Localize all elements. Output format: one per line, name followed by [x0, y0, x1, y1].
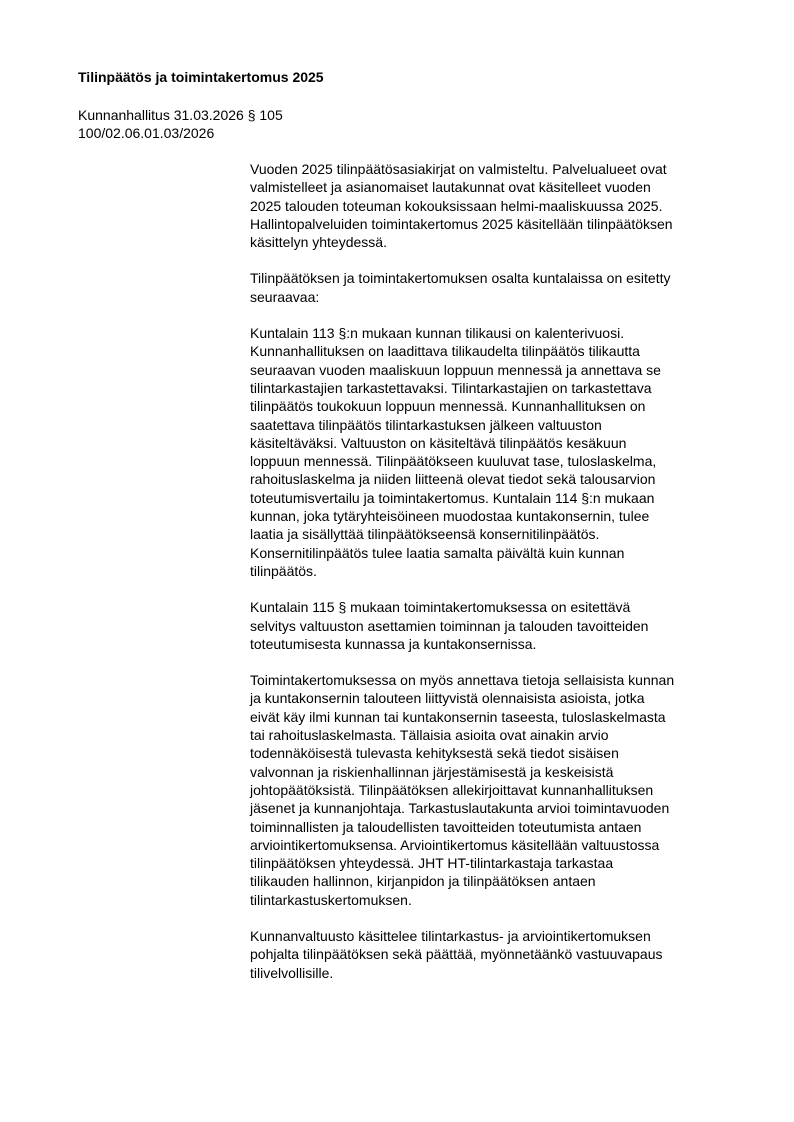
paragraph-line: tilinpäätöksen yhteydessä. JHT HT-tilintarkastaja tarkastaa [250, 855, 614, 872]
body-paragraph [250, 671, 740, 909]
paragraph-line: pohjalta tilinpäätöksen sekä päättää, myönnetäänkö vastuuvapaus [250, 946, 663, 963]
paragraph-line: tilintarkastajien tarkastettavaksi. Tilintarkastajien on tarkastettava [250, 379, 652, 396]
paragraph-line: Kunnanvaltuusto käsittelee tilintarkastus- ja arviointikertomuksen [250, 927, 651, 944]
document-body [250, 160, 740, 1000]
paragraph-line: 2025 talouden toteuman kokouksissaan helmi-maaliskuussa 2025. [250, 197, 663, 214]
body-paragraph [250, 598, 740, 653]
paragraph-line: toteutumisvertailu ja toimintakertomus. Kuntalain 114 §:n mukaan [250, 489, 655, 506]
paragraph-line: arviointikertomuksensa. Arviointikertomus käsitellään valtuustossa [250, 836, 660, 853]
paragraph-line: Vuoden 2025 tilinpäätösasiakirjat on valmisteltu. Palvelualueet ovat [250, 161, 667, 177]
paragraph-line: laatia ja sisällyttää tilinpäätökseensä konsernitilinpäätös. [250, 526, 600, 543]
paragraph-line: selvitys valtuuston asettamien toiminnan ja talouden tavoitteiden [250, 617, 649, 634]
paragraph-line: tilikauden hallinnon, kirjanpidon ja tilinpäätöksen antaen [250, 873, 596, 890]
paragraph-line: ja kuntakonsernin talouteen liittyvistä olennaisista asioista, jotka [250, 690, 645, 707]
paragraph-line: tilinpäätös. [250, 562, 317, 579]
paragraph-line: tilinpäätös toukokuun loppuun mennessä. Kunnanhallituksen on [250, 398, 646, 415]
document-meta [78, 106, 283, 142]
body-paragraph [250, 160, 740, 251]
paragraph-line: seuraavaa: [250, 288, 320, 305]
paragraph-line: johtopäätöksistä. Tilinpäätöksen allekirjoittavat kunnanhallituksen [250, 781, 654, 798]
paragraph-line: eivät käy ilmi kunnan tai kuntakonsernin taseesta, tuloslaskelmasta [250, 708, 666, 725]
paragraph-line: Kunnanhallituksen on laadittava tilikaudelta tilinpäätös tilikautta [250, 343, 640, 360]
paragraph-line: saatettava tilinpäätös tilintarkastuksen jälkeen valtuuston [250, 416, 602, 433]
paragraph-line: tilintarkastuskertomuksen. [250, 891, 412, 908]
paragraph-line: rahoituslaskelma ja niiden liitteenä olevat tiedot sekä talousarvion [250, 471, 656, 488]
paragraph-line: tai rahoituslaskelmasta. Tällaisia asioita ovat ainakin arvio [250, 727, 609, 744]
body-paragraph [250, 324, 740, 580]
body-paragraph [250, 927, 740, 982]
paragraph-line: käsittelyn yhteydessä. [250, 234, 387, 251]
document-title: Tilinpäätös ja toimintakertomus 2025 [78, 69, 324, 85]
paragraph-line: toteutumisesta kunnassa ja kuntakonsernissa. [250, 635, 537, 652]
paragraph-line: Tilinpäätöksen ja toimintakertomuksen osalta kuntalaissa on esitetty [250, 270, 671, 287]
paragraph-line: Hallintopalveluiden toimintakertomus 2025 käsitellään tilinpäätöksen [250, 215, 673, 232]
paragraph-line: jäsenet ja kunnanjohtaja. Tarkastuslautakunta arvioi toimintavuoden [250, 800, 670, 817]
paragraph-line: käsiteltäväksi. Valtuuston on käsiteltävä tilinpäätös kesäkuun [250, 434, 627, 451]
paragraph-line: loppuun mennessä. Tilinpäätökseen kuuluvat tase, tuloslaskelma, [250, 453, 657, 470]
body-paragraph [250, 269, 740, 306]
paragraph-line: valmistelleet ja asianomaiset lautakunnat ovat käsitelleet vuoden [250, 179, 651, 196]
paragraph-line: tilivelvollisille. [250, 964, 334, 981]
paragraph-line: seuraavan vuoden maaliskuun loppuun mennessä ja annettava se [250, 361, 661, 378]
paragraph-line: toiminnallisten ja taloudellisten tavoitteiden toteutumista antaen [250, 818, 642, 835]
record-id: 100/02.06.01.03/2026 [78, 125, 215, 141]
paragraph-line: Kuntalain 115 § mukaan toimintakertomuksessa on esitettävä [250, 599, 631, 616]
paragraph-line: todennäköisestä tulevasta kehityksestä sekä tiedot sisäisen [250, 745, 619, 762]
paragraph-line: Toimintakertomuksessa on myös annettava tietoja sellaisista kunnan [250, 672, 675, 689]
paragraph-line: valvonnan ja riskienhallinnan järjestämisestä ja keskeisistä [250, 763, 614, 780]
paragraph-line: Kuntalain 113 §:n mukaan kunnan tilikausi on kalenterivuosi. [250, 325, 625, 342]
meeting-reference: Kunnanhallitus 31.03.2026 § 105 [78, 107, 283, 123]
paragraph-line: kunnan, joka tytäryhteisöineen muodostaa kuntakonsernin, tulee [250, 508, 650, 525]
paragraph-line: Konsernitilinpäätös tulee laatia samalta päivältä kuin kunnan [250, 544, 625, 561]
